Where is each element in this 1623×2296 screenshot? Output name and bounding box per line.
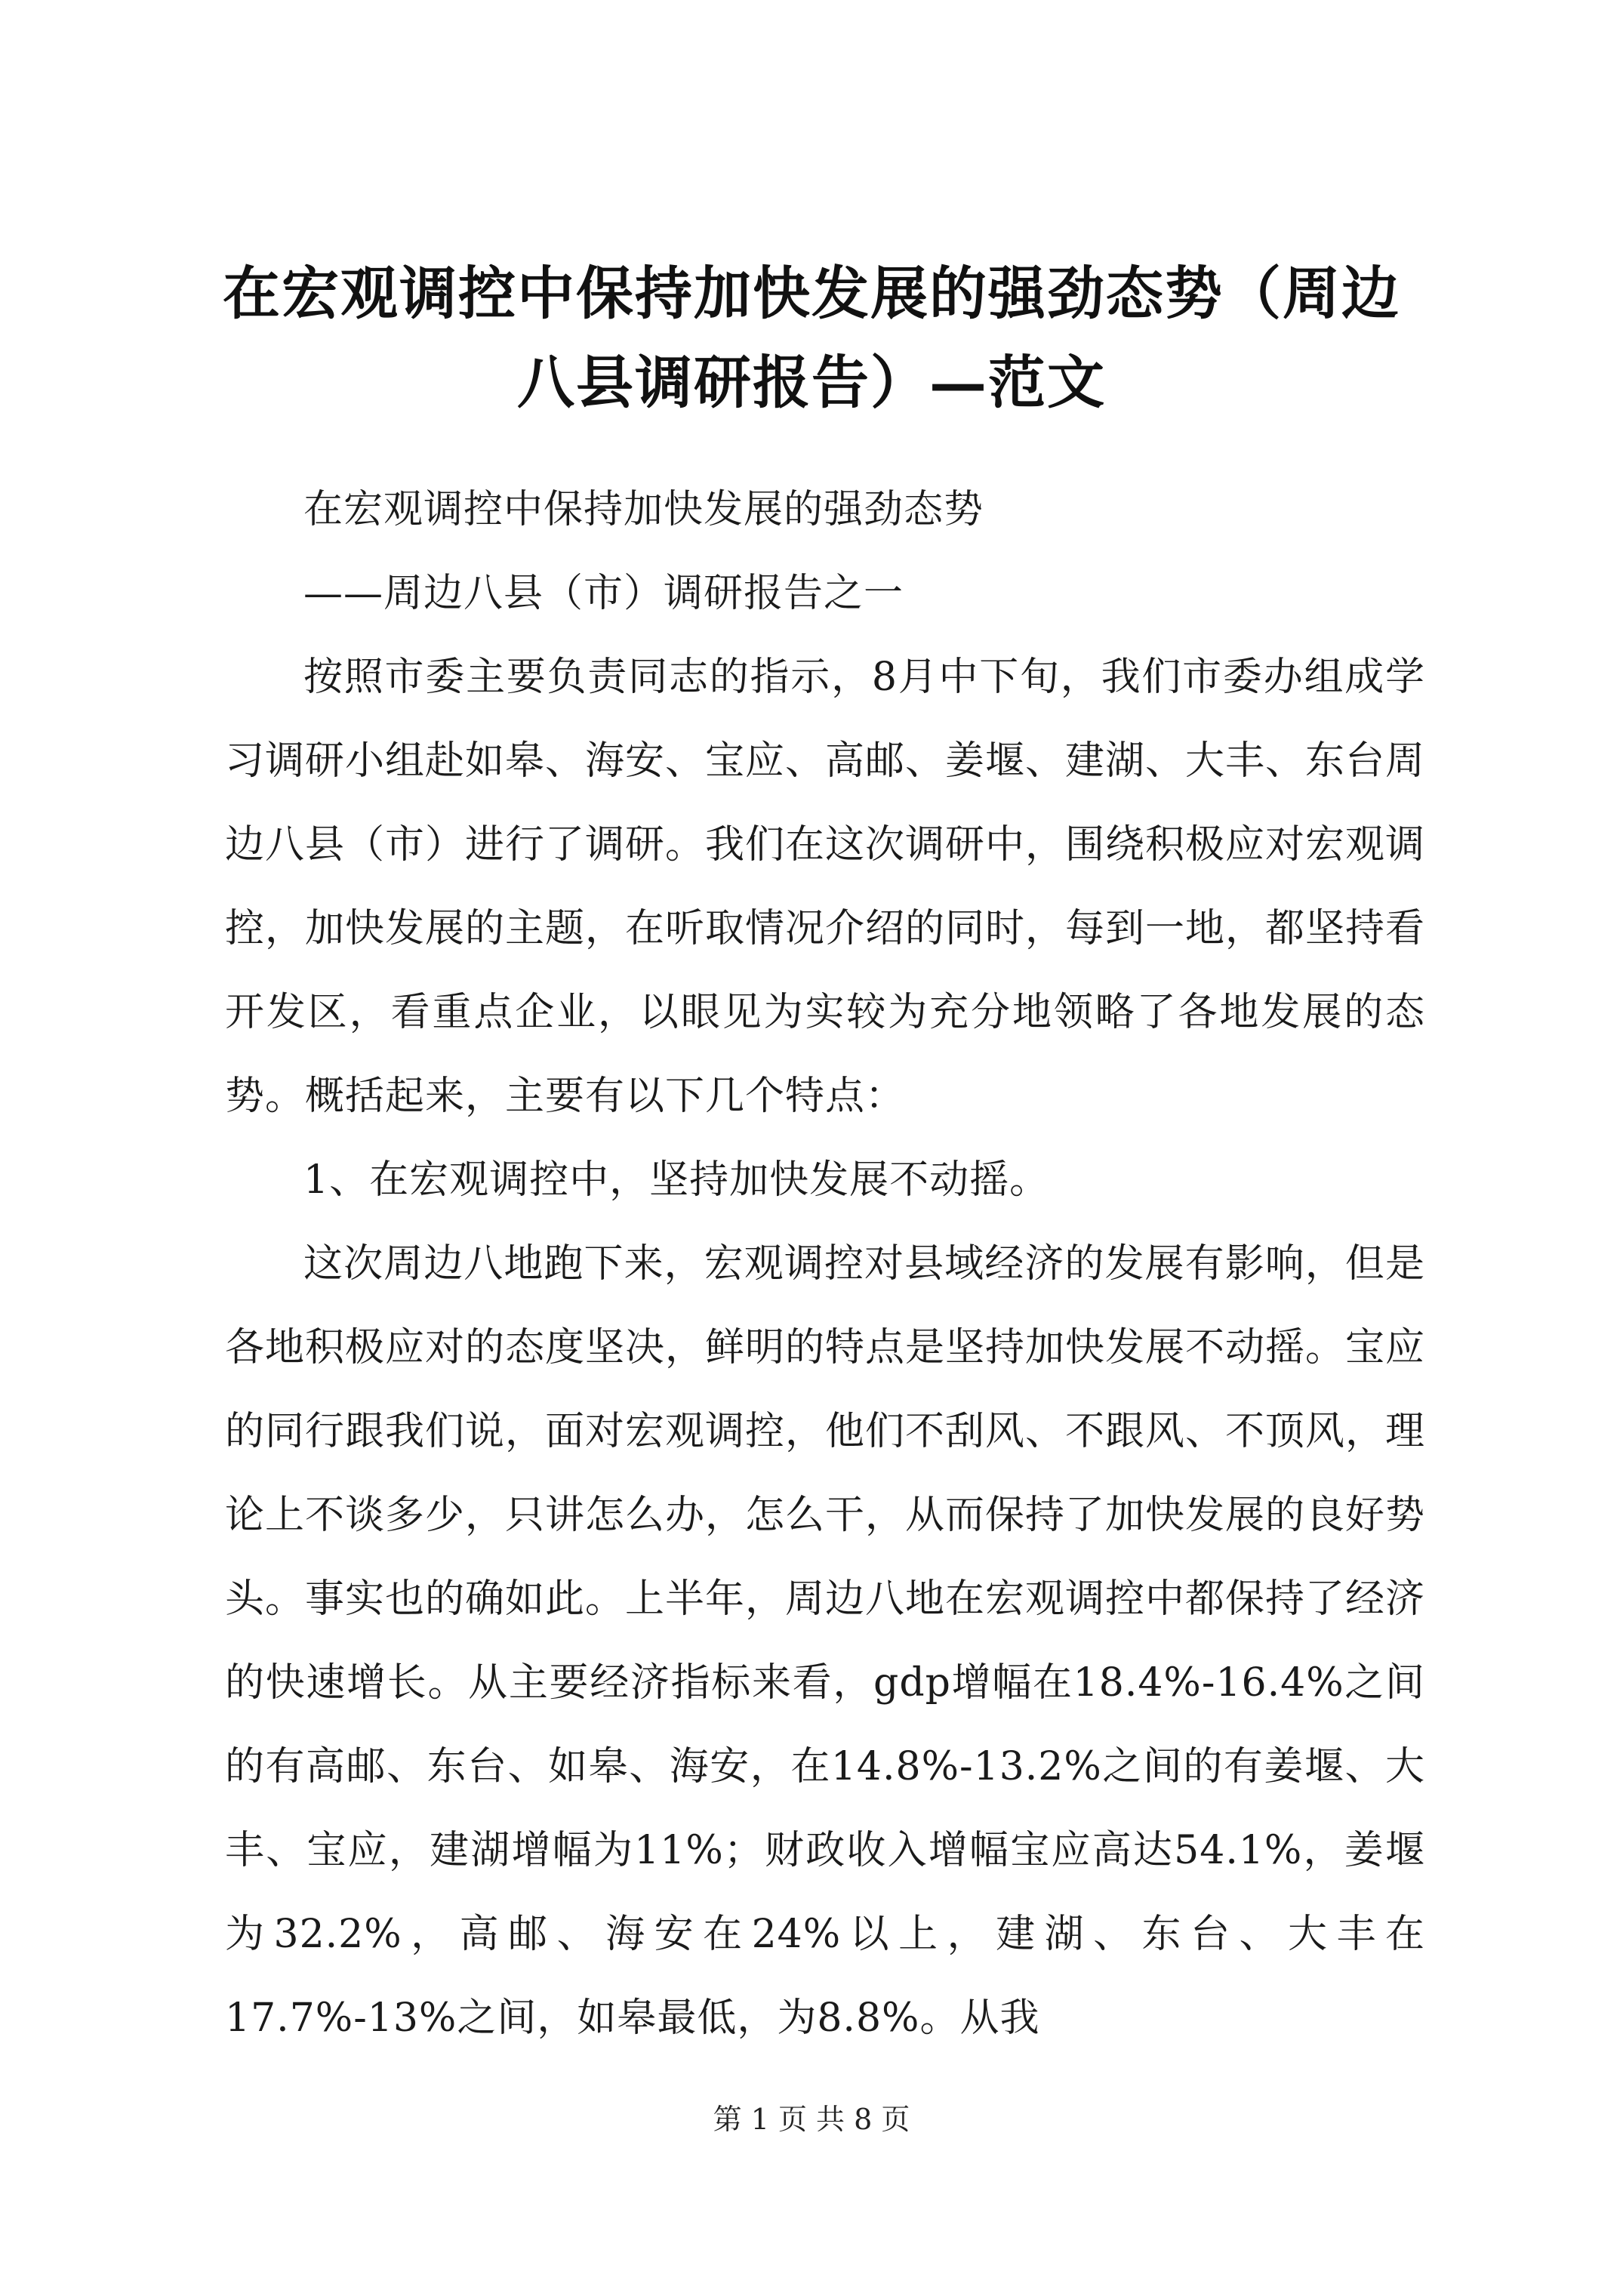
body-paragraph: 按照市委主要负责同志的指示，8月中下旬，我们市委办组成学习调研小组赴如皋、海安、宝应、高邮、姜堰、建湖、大丰、东台周边八县（市）进行了调研。我们在这次调研中，围绕积极应对宏观调控，加快发展的主题，在听取情况介绍的同时，每到一地，都坚持看开发区，看重点企业，以眼见为实较为充分地领略了各地发展的态势。概括起来，主要有以下几个特点： <box>225 655 1426 1119</box>
document-body <box>225 468 1425 2060</box>
section-heading: 1、在宏观调控中，坚持加快发展不动摇。 <box>303 1157 1050 1203</box>
title-line-1: 在宏观调控中保持加快发展的强劲态势（周边 <box>223 260 1400 327</box>
page-footer: 第 1 页 共 8 页 <box>713 2103 910 2136</box>
subtitle-series: ——周边八县（市）调研报告之一 <box>303 571 904 616</box>
document-title <box>181 249 1442 427</box>
subtitle: 在宏观调控中保持加快发展的强劲态势 <box>303 487 984 532</box>
title-line-2: 八县调研报告）—范文 <box>517 349 1106 416</box>
body-paragraph: 这次周边八地跑下来，宏观调控对县域经济的发展有影响，但是各地积极应对的态度坚决，鲜明的特点是坚持加快发展不动摇。宝应的同行跟我们说，面对宏观调控，他们不刮风、不跟风、不顶风，理论上不谈多少，只讲怎么办，怎么干，从而保持了加快发展的良好势头。事实也的确如此。上半年，周边八地在宏观调控中都保持了经济的快速增长。从主要经济指标来看，gdp增幅在18.4%-16.4%之间的有高邮、东台、如皋、海安，在14.8%-13.2%之间的有姜堰、大丰、宝应，建湖增幅为11%；财政收入增幅宝应高达54.1%，姜堰为32.2%，高邮、海安在24%以上，建湖、东台、大丰在17.7%-13%之间，如皋最低，为8.8%。从我 <box>225 1241 1426 2041</box>
